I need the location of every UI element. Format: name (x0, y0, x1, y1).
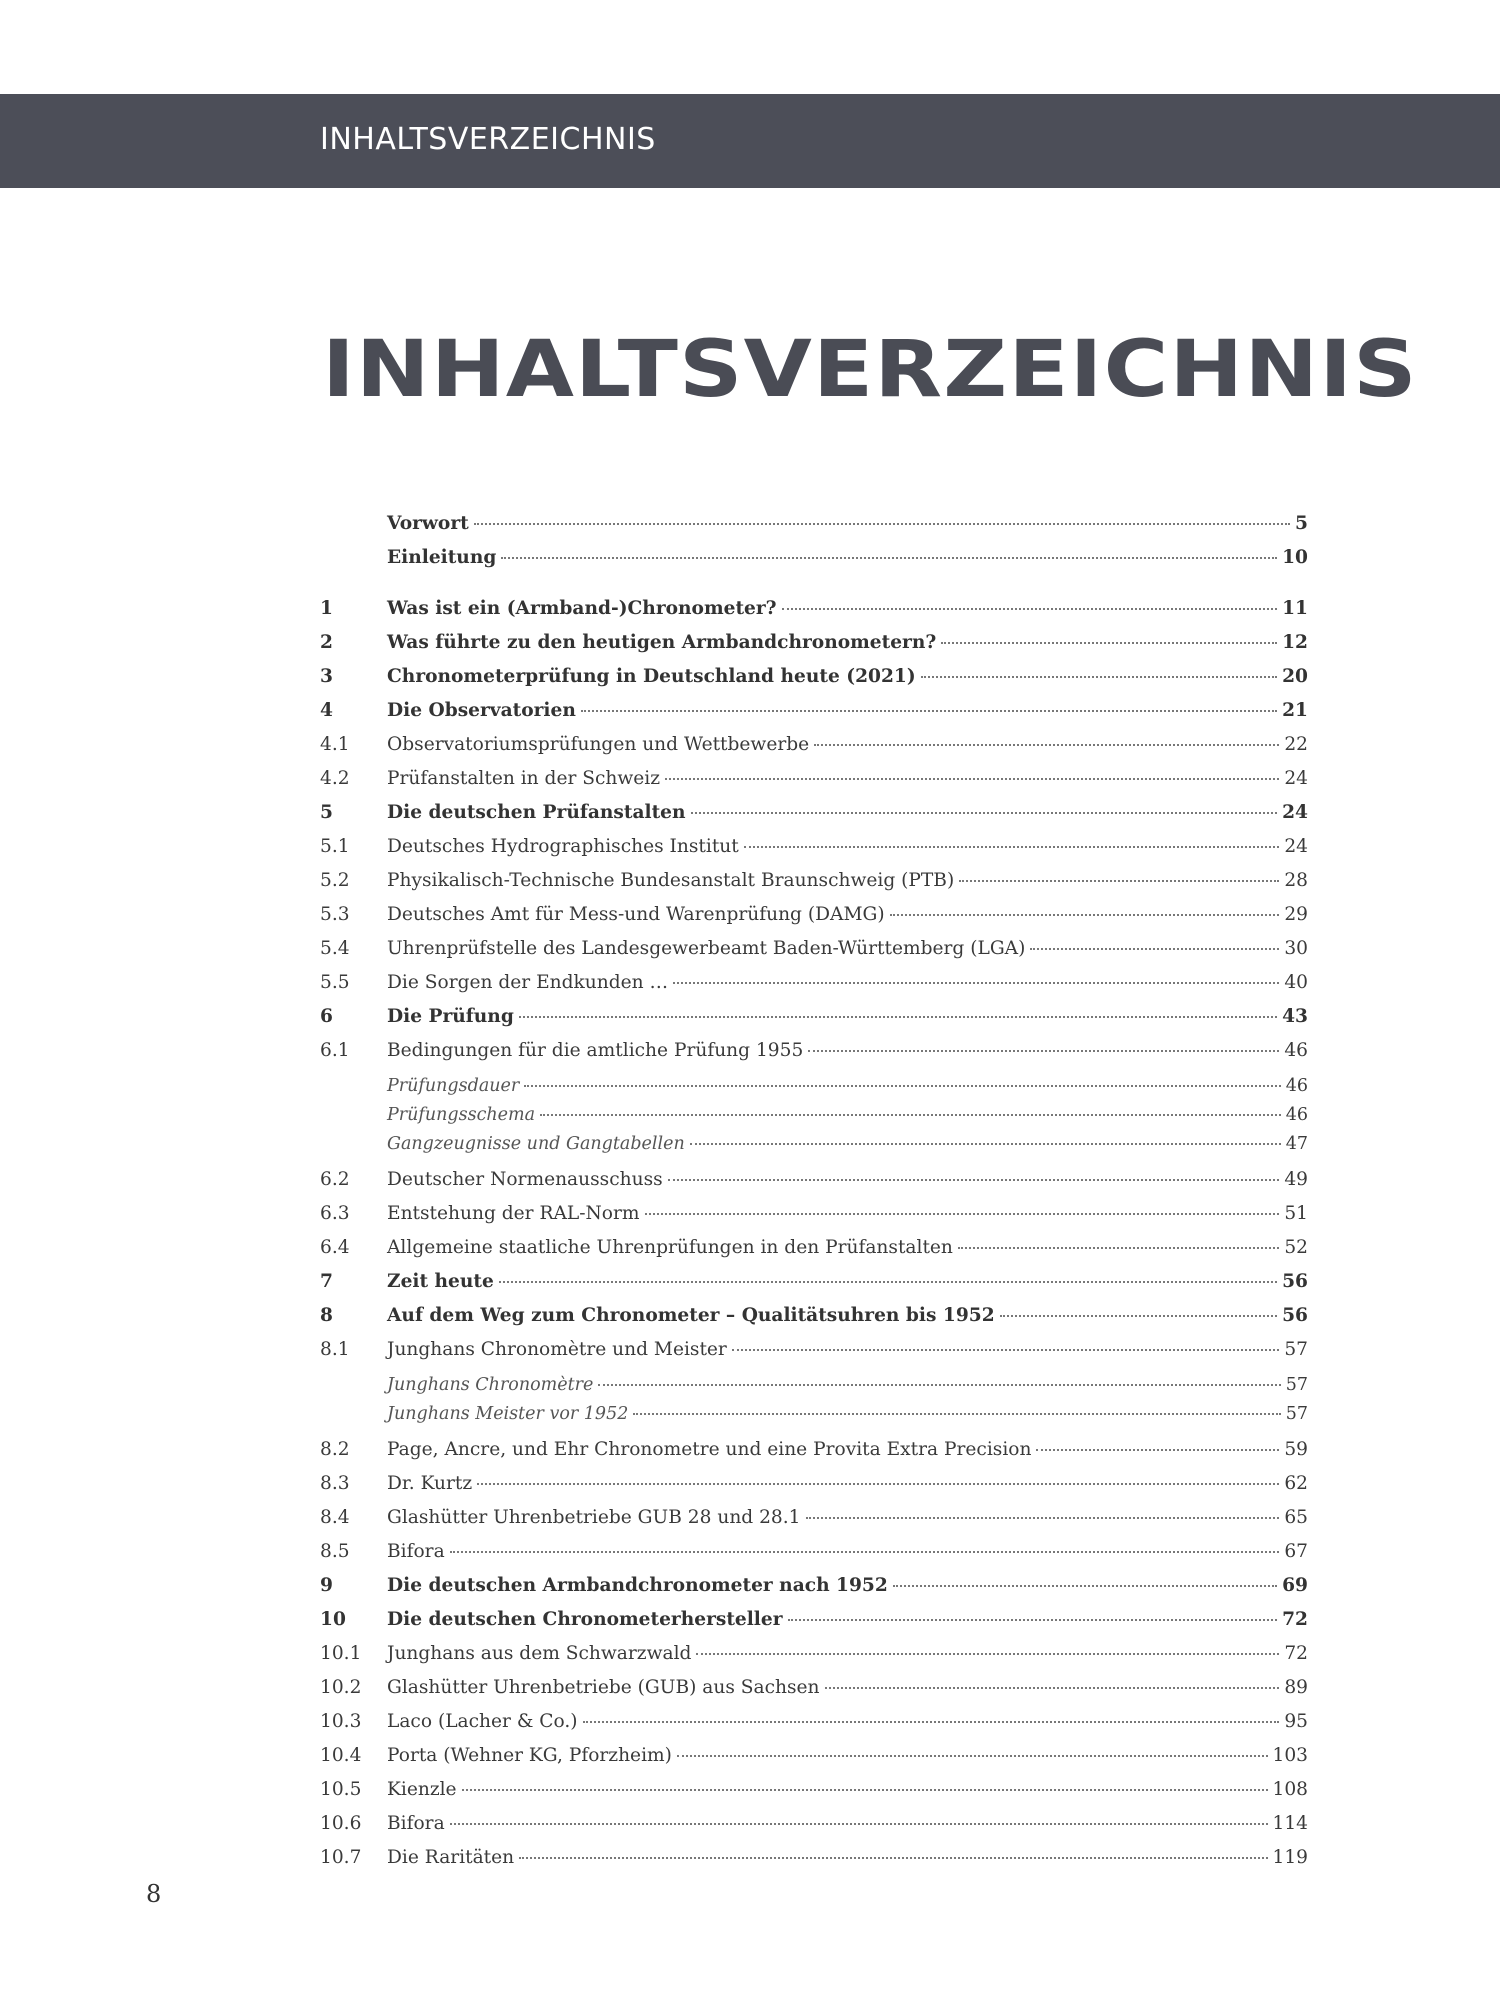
toc-entry-page: 103 (1272, 1745, 1308, 1766)
toc-entry-page: 89 (1284, 1677, 1308, 1698)
toc-entry-page: 114 (1272, 1813, 1308, 1834)
toc-entry (320, 1745, 1308, 1779)
toc-entry-title: Deutsches Hydrographisches Institut (387, 836, 739, 857)
header-band (0, 94, 1500, 188)
toc-subentry (320, 1375, 1308, 1404)
toc-entry-page: 119 (1272, 1847, 1308, 1868)
page-title: INHALTSVERZEICHNIS (322, 325, 1418, 415)
toc-entry-title: Die Observatorien (387, 700, 576, 721)
toc-entry-page: 65 (1284, 1507, 1308, 1528)
toc-entry-number: 2 (320, 632, 333, 653)
toc-entry (320, 1813, 1308, 1847)
toc-entry-page: 28 (1284, 870, 1308, 891)
toc-entry-page: 51 (1284, 1203, 1308, 1224)
toc-entry (320, 1439, 1308, 1473)
toc-entry-number: 5 (320, 802, 333, 823)
toc-entry-number: 8.2 (320, 1439, 350, 1460)
toc-entry-title: Junghans aus dem Schwarzwald (387, 1643, 692, 1664)
dot-leader (450, 1551, 1280, 1553)
toc-subentry (320, 1105, 1308, 1134)
toc-entry-number: 6 (320, 1006, 333, 1027)
dot-leader (959, 880, 1279, 882)
dot-leader (921, 676, 1277, 678)
toc-entry-number: 5.5 (320, 972, 350, 993)
toc-entry-title: Junghans Meister vor 1952 (387, 1404, 629, 1424)
toc-entry-page: 69 (1282, 1575, 1308, 1596)
dot-leader (450, 1823, 1268, 1825)
toc-entry-page: 22 (1284, 734, 1308, 755)
toc-entry-page: 47 (1285, 1134, 1308, 1154)
page-number: 8 (146, 1880, 162, 1908)
toc-entry-page: 59 (1284, 1439, 1308, 1460)
toc-entry-page: 43 (1282, 1006, 1308, 1027)
toc-entry-title: Porta (Wehner KG, Pforzheim) (387, 1745, 672, 1766)
dot-leader (645, 1213, 1280, 1215)
dot-leader (519, 1857, 1267, 1859)
toc-entry-title: Bifora (387, 1813, 445, 1834)
toc-entry (320, 632, 1308, 666)
dot-leader (825, 1687, 1280, 1689)
dot-leader (814, 744, 1279, 746)
toc-entry-number: 9 (320, 1575, 333, 1596)
toc-entry-page: 72 (1284, 1643, 1308, 1664)
toc-entry-title: Zeit heute (387, 1271, 494, 1292)
toc-entry (320, 938, 1308, 972)
dot-leader (808, 1050, 1279, 1052)
toc-entry-title: Die deutschen Chronometerhersteller (387, 1609, 783, 1630)
toc-entry (320, 870, 1308, 904)
toc-entry (320, 972, 1308, 1006)
toc-entry-page: 10 (1282, 547, 1308, 568)
toc-entry (320, 1643, 1308, 1677)
header-title: INHALTSVERZEICHNIS (320, 122, 656, 157)
toc-entry (320, 1779, 1308, 1813)
toc-subentry (320, 1134, 1308, 1163)
toc-entry-number: 6.4 (320, 1237, 350, 1258)
toc-entry-number: 3 (320, 666, 333, 687)
toc-entry (320, 802, 1308, 836)
toc-entry-title: Page, Ancre, und Ehr Chronometre und eine Provita Extra Precision (387, 1439, 1032, 1460)
toc-entry-title: Uhrenprüfstelle des Landesgewerbeamt Baden-Württemberg (LGA) (387, 938, 1026, 959)
toc-entry-number: 10.5 (320, 1779, 362, 1800)
toc-entry-title: Bedingungen für die amtliche Prüfung 1955 (387, 1040, 804, 1061)
dot-leader (524, 1085, 1280, 1087)
toc-entry-title: Glashütter Uhrenbetriebe (GUB) aus Sachsen (387, 1677, 820, 1698)
dot-leader (474, 523, 1290, 525)
dot-leader (665, 778, 1279, 780)
toc-entry-title: Chronometerprüfung in Deutschland heute (2021) (387, 666, 916, 687)
dot-leader (691, 812, 1278, 814)
toc-entry (320, 547, 1308, 581)
toc-entry-number: 8 (320, 1305, 333, 1326)
toc-entry (320, 700, 1308, 734)
dot-leader (598, 1384, 1280, 1386)
dot-leader (462, 1789, 1268, 1791)
toc-entry-page: 57 (1285, 1404, 1308, 1424)
toc-entry-title: Junghans Chronomètre und Meister (387, 1339, 727, 1360)
toc-entry (320, 1169, 1308, 1203)
toc-entry-page: 5 (1295, 513, 1308, 534)
toc-entry (320, 1339, 1308, 1373)
toc-entry (320, 1006, 1308, 1040)
toc-entry (320, 1711, 1308, 1745)
toc-entry-title: Kienzle (387, 1779, 457, 1800)
dot-leader (788, 1619, 1278, 1621)
toc-entry-title: Was führte zu den heutigen Armbandchronometern? (387, 632, 937, 653)
dot-leader (501, 557, 1277, 559)
toc-entry (320, 836, 1308, 870)
toc-entry-page: 67 (1284, 1541, 1308, 1562)
toc-entry-number: 10.4 (320, 1745, 362, 1766)
toc-entry-number: 5.2 (320, 870, 350, 891)
toc-entry-page: 72 (1282, 1609, 1308, 1630)
toc-entry-title: Vorwort (387, 513, 469, 534)
dot-leader (668, 1179, 1280, 1181)
toc-entry-page: 24 (1284, 768, 1308, 789)
toc-entry-page: 108 (1272, 1779, 1308, 1800)
toc-entry-page: 95 (1284, 1711, 1308, 1732)
toc-entry-number: 1 (320, 598, 333, 619)
toc-entry (320, 1305, 1308, 1339)
toc-entry-number: 8.3 (320, 1473, 350, 1494)
toc-entry-number: 5.4 (320, 938, 350, 959)
dot-leader (782, 608, 1278, 610)
toc-entry (320, 1575, 1308, 1609)
toc-entry-page: 56 (1282, 1271, 1308, 1292)
toc-entry-page: 24 (1282, 802, 1308, 823)
dot-leader (1000, 1315, 1277, 1317)
toc-entry (320, 666, 1308, 700)
dot-leader (806, 1517, 1280, 1519)
toc-entry-number: 5.3 (320, 904, 350, 925)
toc-entry-number: 10.6 (320, 1813, 362, 1834)
toc-entry-title: Glashütter Uhrenbetriebe GUB 28 und 28.1 (387, 1507, 801, 1528)
toc-entry-number: 4.2 (320, 768, 350, 789)
toc-entry (320, 734, 1308, 768)
toc-subentry (320, 1076, 1308, 1105)
dot-leader (673, 982, 1279, 984)
dot-leader (958, 1247, 1279, 1249)
toc-entry-page: 57 (1284, 1339, 1308, 1360)
dot-leader (696, 1653, 1279, 1655)
toc-entry-page: 46 (1285, 1105, 1308, 1125)
toc-entry (320, 513, 1308, 547)
dot-leader (893, 1585, 1277, 1587)
toc-entry-title: Junghans Chronomètre (387, 1375, 594, 1395)
toc-entry-page: 12 (1282, 632, 1308, 653)
toc-entry-number: 8.5 (320, 1541, 350, 1562)
toc-entry-page: 62 (1284, 1473, 1308, 1494)
dot-leader (941, 642, 1277, 644)
toc-entry-number: 10.1 (320, 1643, 362, 1664)
toc-entry-title: Die Prüfung (387, 1006, 514, 1027)
toc-entry (320, 598, 1308, 632)
toc-entry-number: 10.7 (320, 1847, 362, 1868)
toc-entry-page: 52 (1284, 1237, 1308, 1258)
toc-entry-title: Die Raritäten (387, 1847, 515, 1868)
dot-leader (1030, 948, 1279, 950)
toc-entry (320, 768, 1308, 802)
dot-leader (744, 846, 1280, 848)
dot-leader (690, 1143, 1281, 1145)
toc-entry-title: Deutsches Amt für Mess-und Warenprüfung (DAMG) (387, 904, 885, 925)
toc-subentry (320, 1404, 1308, 1433)
toc-entry-page: 21 (1282, 700, 1308, 721)
toc-entry-page: 11 (1282, 598, 1308, 619)
toc-entry-title: Deutscher Normenausschuss (387, 1169, 663, 1190)
dot-leader (519, 1016, 1277, 1018)
toc-entry-title: Laco (Lacher & Co.) (387, 1711, 578, 1732)
toc-entry-number: 6.2 (320, 1169, 350, 1190)
toc-entry (320, 1609, 1308, 1643)
toc-entry (320, 1203, 1308, 1237)
toc-entry (320, 1237, 1308, 1271)
dot-leader (633, 1413, 1280, 1415)
toc-entry-number: 6.3 (320, 1203, 350, 1224)
toc-entry (320, 1541, 1308, 1575)
toc-entry-number: 10.2 (320, 1677, 362, 1698)
toc-entry-page: 20 (1282, 666, 1308, 687)
toc-entry-page: 24 (1284, 836, 1308, 857)
toc-entry-title: Gangzeugnisse und Gangtabellen (387, 1134, 685, 1154)
toc-entry-title: Dr. Kurtz (387, 1473, 473, 1494)
table-of-contents (320, 513, 1308, 1881)
dot-leader (583, 1721, 1280, 1723)
toc-entry (320, 1677, 1308, 1711)
dot-leader (677, 1755, 1268, 1757)
toc-entry-title: Prüfungsschema (387, 1105, 536, 1125)
toc-entry-title: Einleitung (387, 547, 497, 568)
toc-entry (320, 1271, 1308, 1305)
toc-entry-title: Entstehung der RAL-Norm (387, 1203, 640, 1224)
dot-leader (1036, 1449, 1279, 1451)
toc-entry-number: 10.3 (320, 1711, 362, 1732)
toc-entry-page: 46 (1284, 1040, 1308, 1061)
toc-entry-page: 57 (1285, 1375, 1308, 1395)
toc-entry-title: Observatoriumsprüfungen und Wettbewerbe (387, 734, 810, 755)
toc-entry-page: 30 (1284, 938, 1308, 959)
dot-leader (581, 710, 1277, 712)
toc-entry-page: 49 (1284, 1169, 1308, 1190)
toc-entry (320, 1473, 1308, 1507)
toc-entry-number: 8.1 (320, 1339, 350, 1360)
toc-entry-title: Die deutschen Prüfanstalten (387, 802, 686, 823)
toc-entry-number: 6.1 (320, 1040, 350, 1061)
toc-entry (320, 904, 1308, 938)
toc-entry-number: 8.4 (320, 1507, 350, 1528)
dot-leader (499, 1281, 1277, 1283)
toc-entry-title: Prüfungsdauer (387, 1076, 520, 1096)
toc-entry-page: 46 (1285, 1076, 1308, 1096)
toc-entry-number: 4.1 (320, 734, 350, 755)
toc-entry-title: Die Sorgen der Endkunden … (387, 972, 669, 993)
toc-entry-number: 5.1 (320, 836, 350, 857)
toc-entry-page: 56 (1282, 1305, 1308, 1326)
toc-entry-title: Allgemeine staatliche Uhrenprüfungen in den Prüfanstalten (387, 1237, 953, 1258)
toc-entry-title: Physikalisch-Technische Bundesanstalt Braunschweig (PTB) (387, 870, 955, 891)
toc-entry-title: Was ist ein (Armband-)Chronometer? (387, 598, 777, 619)
toc-entry-number: 7 (320, 1271, 333, 1292)
toc-entry (320, 1507, 1308, 1541)
dot-leader (890, 914, 1280, 916)
toc-entry-title: Die deutschen Armbandchronometer nach 1952 (387, 1575, 888, 1596)
toc-entry-number: 10 (320, 1609, 346, 1630)
toc-entry-number: 4 (320, 700, 333, 721)
toc-entry-title: Bifora (387, 1541, 445, 1562)
dot-leader (477, 1483, 1279, 1485)
toc-entry-title: Prüfanstalten in der Schweiz (387, 768, 661, 789)
toc-entry-page: 40 (1284, 972, 1308, 993)
dot-leader (540, 1114, 1281, 1116)
toc-entry (320, 1847, 1308, 1881)
dot-leader (732, 1349, 1280, 1351)
toc-entry-page: 29 (1284, 904, 1308, 925)
toc-entry (320, 1040, 1308, 1074)
toc-entry-title: Auf dem Weg zum Chronometer – Qualitätsuhren bis 1952 (387, 1305, 995, 1326)
